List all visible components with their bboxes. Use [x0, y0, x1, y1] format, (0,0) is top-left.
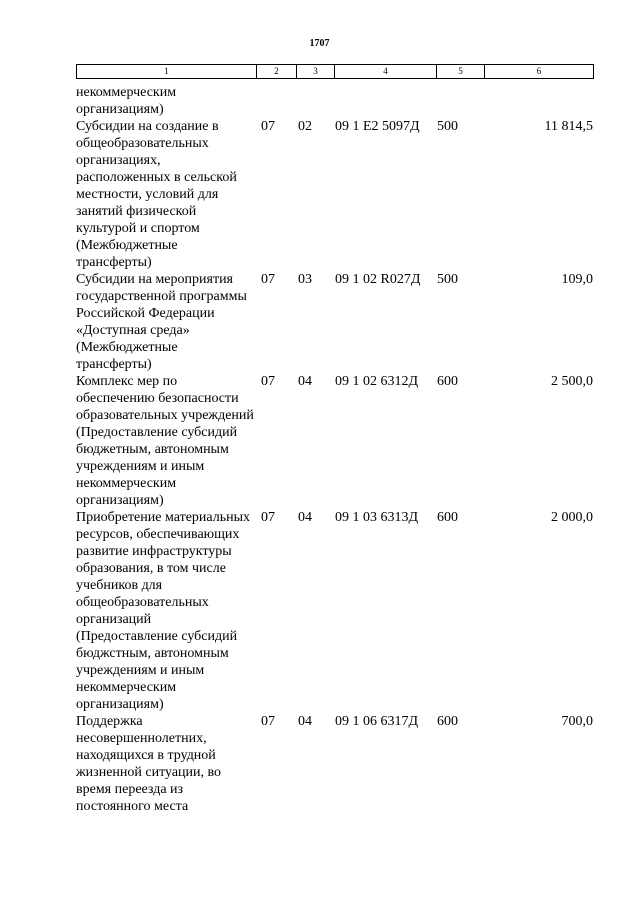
row-target-article: 09 1 06 6317Д — [335, 714, 419, 729]
table-row-continuation — [76, 84, 593, 118]
table-row — [76, 373, 593, 509]
row-expense-type: 600 — [437, 714, 458, 729]
row-subsection-code: 04 — [298, 714, 312, 729]
column-number-5: 5 — [437, 65, 485, 79]
row-name: Приобретение материальных ресурсов, обеспечивающих развитие инфраструктуры образования, в том числе учебников для общеобразовательных организаций (Предоставление субсидий бюджстным, автономным учреждениям и иным некоммерческим организациям) — [76, 510, 251, 712]
row-section-code: 07 — [261, 714, 275, 729]
row-subsection-code: 02 — [298, 119, 312, 134]
row-target-article: 09 1 02 6312Д — [335, 374, 419, 389]
row-target-article: 09 1 03 6313Д — [335, 510, 419, 525]
column-number-2: 2 — [257, 65, 297, 79]
row-expense-type: 600 — [437, 374, 458, 389]
row-amount: 2 500,0 — [551, 374, 593, 389]
row-amount: 2 000,0 — [551, 510, 593, 525]
row-name: Субсидии на мероприятия государственной программы Российской Федерации «Доступная среда» (Межбюджетные трансферты) — [76, 272, 247, 372]
row-subsection-code: 04 — [298, 510, 312, 525]
row-section-code: 07 — [261, 510, 275, 525]
row-section-code: 07 — [261, 119, 275, 134]
row-amount: 700,0 — [561, 714, 593, 729]
page-number: 1707 — [309, 38, 330, 49]
row-name: Субсидии на создание в общеобразовательных организациях, расположенных в сельской местности, условий для занятий физической культурой и спортом (Межбюджетные трансферты) — [76, 119, 237, 270]
row-amount: 11 814,5 — [544, 119, 593, 134]
row-amount: 109,0 — [561, 272, 593, 287]
row-expense-type: 500 — [437, 119, 458, 134]
column-number-4: 4 — [335, 65, 437, 79]
row-target-article: 09 1 E2 5097Д — [335, 119, 420, 134]
column-number-1: 1 — [77, 65, 257, 79]
row-name: Поддержка несовершеннолетних, находящихся в трудной жизненной ситуации, во время переезда из постоянного места — [76, 714, 222, 814]
row-section-code: 07 — [261, 272, 275, 287]
row-subsection-code: 04 — [298, 374, 312, 389]
table-row — [76, 713, 593, 815]
table-row — [76, 271, 593, 373]
table-row — [76, 509, 593, 713]
table-row — [76, 118, 593, 271]
column-number-6: 6 — [485, 65, 594, 79]
column-number-3: 3 — [297, 65, 335, 79]
budget-table — [76, 84, 593, 815]
row-expense-type: 600 — [437, 510, 458, 525]
row-section-code: 07 — [261, 374, 275, 389]
row-subsection-code: 03 — [298, 272, 312, 287]
row-expense-type: 500 — [437, 272, 458, 287]
row-name: Комплекс мер по обеспечению безопасности образовательных учреждений (Предоставление субсидий бюджетным, автономным учреждениям и иным некоммерческим организациям) — [76, 374, 254, 508]
row-target-article: 09 1 02 R027Д — [335, 272, 421, 287]
column-header-row — [76, 64, 594, 79]
continuation-text: некоммерческим организациям) — [76, 85, 177, 117]
